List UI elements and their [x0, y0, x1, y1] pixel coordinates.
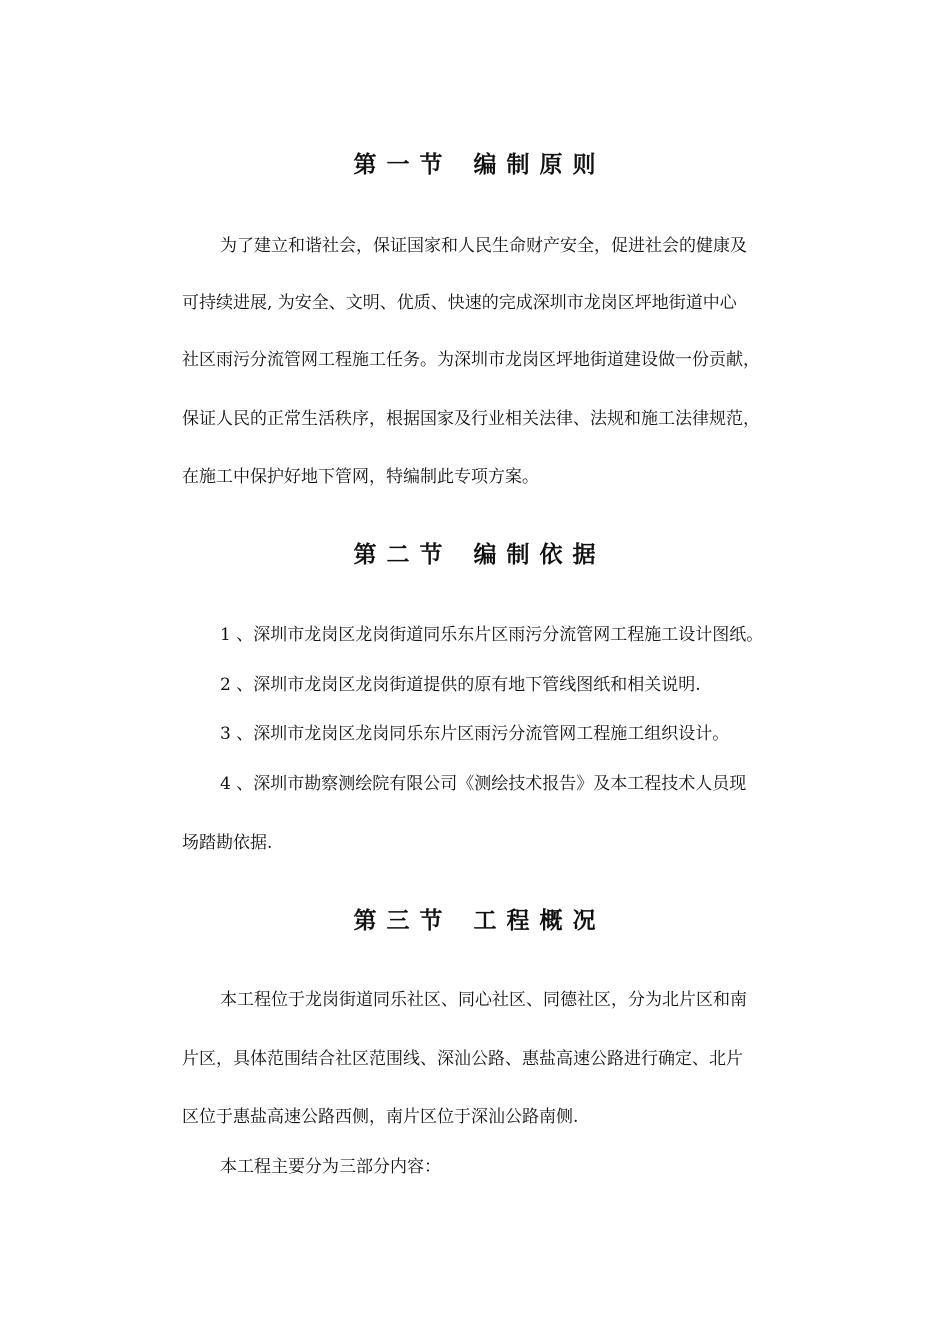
section-2-list-item: 3 、深圳市龙岗区龙岗同乐东片区雨污分流管网工程施工组织设计。: [220, 724, 730, 744]
section-1-paragraph-line: 在施工中保护好地下管网，特编制此专项方案。: [182, 467, 539, 487]
section-2-title: 编 制 依 据: [473, 542, 597, 568]
section-1-paragraph-line: 保证人民的正常生活秩序，根据国家及行业相关法律、法规和施工法律规范，: [182, 409, 760, 429]
section-2-heading: [0, 540, 950, 570]
section-1-paragraph-line: 社区雨污分流管网工程施工任务。为深圳市龙岗区坪地街道建设做一份贡献，: [182, 350, 760, 370]
section-3-paragraph-line: 本工程位于龙岗街道同乐社区、同心社区、同德社区，分为北片区和南: [220, 990, 747, 1010]
section-2-list-item-continuation: 场踏勘依据.: [182, 833, 273, 853]
section-3-paragraph-line: 片区，具体范围结合社区范围线、深汕公路、惠盐高速公路进行确定、北片: [182, 1049, 743, 1069]
section-2-list-item: 4 、深圳市勘察测绘院有限公司《测绘技术报告》及本工程技术人员现: [220, 774, 747, 794]
section-2-number: 第 二 节: [353, 542, 444, 568]
section-1-title: 编 制 原 则: [473, 152, 597, 178]
section-3-title: 工 程 概 况: [473, 908, 597, 934]
section-3-paragraph-line: 区位于惠盐高速公路西侧，南片区位于深汕公路南侧.: [182, 1107, 579, 1127]
section-3-number: 第 三 节: [353, 908, 444, 934]
section-1-heading: [0, 150, 950, 180]
section-1-paragraph-line: 为了建立和谐社会，保证国家和人民生命财产安全，促进社会的健康及: [220, 236, 747, 256]
section-1-number: 第 一 节: [353, 152, 444, 178]
section-3-heading: [0, 906, 950, 936]
section-1-paragraph-line: 可持续进展, 为安全、文明、优质、快速的完成深圳市龙岗区坪地街道中心: [182, 293, 737, 313]
section-2-list-item: 2 、深圳市龙岗区龙岗街道提供的原有地下管线图纸和相关说明.: [220, 675, 701, 695]
section-2-list-item: 1 、深圳市龙岗区龙岗街道同乐东片区雨污分流管网工程施工设计图纸。: [220, 625, 764, 645]
section-3-paragraph-line: 本工程主要分为三部分内容：: [220, 1157, 441, 1177]
